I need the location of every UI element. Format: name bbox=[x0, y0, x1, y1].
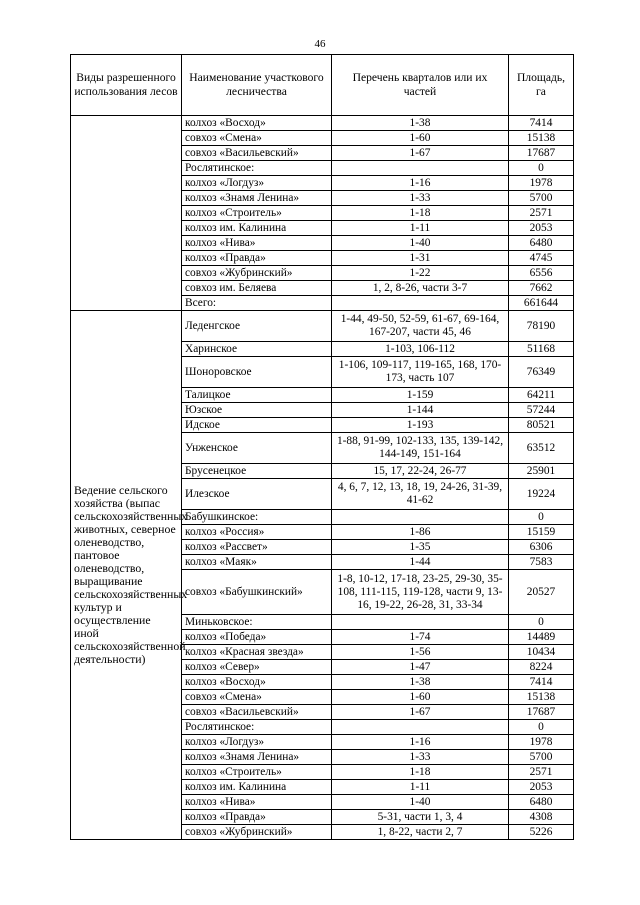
forestry-name: колхоз «Правда» bbox=[182, 810, 332, 825]
quarters-list: 1-16 bbox=[332, 176, 509, 191]
quarters-list: 1-159 bbox=[332, 388, 509, 403]
quarters-list: 1-18 bbox=[332, 206, 509, 221]
forestry-name: колхоз «Нива» bbox=[182, 795, 332, 810]
forestry-name: совхоз «Смена» bbox=[182, 690, 332, 705]
area-value: 661644 bbox=[509, 296, 574, 311]
forestry-name: Леденгское bbox=[182, 311, 332, 342]
area-value: 76349 bbox=[509, 357, 574, 388]
area-value: 6306 bbox=[509, 540, 574, 555]
forestry-name: Унженское bbox=[182, 433, 332, 464]
forestry-name: Шоноровское bbox=[182, 357, 332, 388]
forestry-name: колхоз «Восход» bbox=[182, 675, 332, 690]
forestry-name: Харинское bbox=[182, 342, 332, 357]
forestry-name: колхоз «Строитель» bbox=[182, 206, 332, 221]
quarters-list: 1-86 bbox=[332, 525, 509, 540]
forestry-name: совхоз «Жубринский» bbox=[182, 266, 332, 281]
forestry-name: Бабушкинское: bbox=[182, 510, 332, 525]
forestry-name: колхоз «Знамя Ленина» bbox=[182, 191, 332, 206]
area-value: 4745 bbox=[509, 251, 574, 266]
quarters-list: 1-88, 91-99, 102-133, 135, 139-142, 144-149, 151-164 bbox=[332, 433, 509, 464]
quarters-list: 1-47 bbox=[332, 660, 509, 675]
quarters-list: 1-16 bbox=[332, 735, 509, 750]
quarters-list: 1-44, 49-50, 52-59, 61-67, 69-164, 167-207, части 45, 46 bbox=[332, 311, 509, 342]
area-value: 1978 bbox=[509, 176, 574, 191]
quarters-list bbox=[332, 161, 509, 176]
area-value: 19224 bbox=[509, 479, 574, 510]
forestry-name: колхоз «Россия» bbox=[182, 525, 332, 540]
quarters-list: 1-60 bbox=[332, 131, 509, 146]
area-value: 15159 bbox=[509, 525, 574, 540]
area-value: 7583 bbox=[509, 555, 574, 570]
area-value: 6556 bbox=[509, 266, 574, 281]
area-value: 6480 bbox=[509, 795, 574, 810]
forestry-name: колхоз «Правда» bbox=[182, 251, 332, 266]
forestry-name: колхоз «Рассвет» bbox=[182, 540, 332, 555]
area-value: 7662 bbox=[509, 281, 574, 296]
area-value: 64211 bbox=[509, 388, 574, 403]
quarters-list: 1-56 bbox=[332, 645, 509, 660]
area-value: 7414 bbox=[509, 675, 574, 690]
forestry-name: совхоз «Жубринский» bbox=[182, 825, 332, 840]
area-value: 0 bbox=[509, 510, 574, 525]
forestry-name: колхоз «Маяк» bbox=[182, 555, 332, 570]
quarters-list bbox=[332, 510, 509, 525]
quarters-list: 1-40 bbox=[332, 236, 509, 251]
quarters-list: 1-38 bbox=[332, 116, 509, 131]
quarters-list: 1-22 bbox=[332, 266, 509, 281]
area-value: 0 bbox=[509, 615, 574, 630]
area-value: 5700 bbox=[509, 191, 574, 206]
quarters-list: 1-144 bbox=[332, 403, 509, 418]
area-value: 6480 bbox=[509, 236, 574, 251]
forestry-name: колхоз им. Калинина bbox=[182, 780, 332, 795]
area-value: 14489 bbox=[509, 630, 574, 645]
area-value: 17687 bbox=[509, 146, 574, 161]
forestry-name: Брусенецкое bbox=[182, 464, 332, 479]
header-forestry: Наименование участкового лесничества bbox=[182, 55, 332, 116]
forestry-name: совхоз «Смена» bbox=[182, 131, 332, 146]
table-row bbox=[71, 116, 574, 131]
area-value: 4308 bbox=[509, 810, 574, 825]
forestry-name: колхоз «Знамя Ленина» bbox=[182, 750, 332, 765]
page-number: 46 bbox=[314, 38, 326, 50]
quarters-list: 1-67 bbox=[332, 146, 509, 161]
quarters-list: 1-33 bbox=[332, 750, 509, 765]
table-row bbox=[71, 311, 574, 342]
forestry-name: совхоз «Васильевский» bbox=[182, 146, 332, 161]
quarters-list: 1-33 bbox=[332, 191, 509, 206]
forestry-name: колхоз «Нива» bbox=[182, 236, 332, 251]
section-agriculture bbox=[71, 311, 574, 840]
quarters-list bbox=[332, 615, 509, 630]
forestry-name: колхоз «Красная звезда» bbox=[182, 645, 332, 660]
quarters-list bbox=[332, 296, 509, 311]
quarters-list: 1-18 bbox=[332, 765, 509, 780]
area-value: 5700 bbox=[509, 750, 574, 765]
quarters-list: 1-193 bbox=[332, 418, 509, 433]
forestry-name: Рослятинское: bbox=[182, 720, 332, 735]
land-use-agriculture: Ведение сельского хозяйства (выпас сельскохозяйственных животных, северное оленеводство, пантовое оленеводство, выращивание сельскохозяйственных культур и осуществление иной сельскохозяйственной деятельности) bbox=[71, 311, 182, 840]
area-value: 2053 bbox=[509, 221, 574, 236]
forestry-name: Идское bbox=[182, 418, 332, 433]
quarters-list: 1-103, 106-112 bbox=[332, 342, 509, 357]
quarters-list: 15, 17, 22-24, 26-77 bbox=[332, 464, 509, 479]
quarters-list: 1, 2, 8-26, части 3-7 bbox=[332, 281, 509, 296]
header-area: Площадь, га bbox=[509, 55, 574, 116]
forest-use-table bbox=[70, 54, 574, 840]
forestry-name: совхоз «Бабушкинский» bbox=[182, 570, 332, 615]
quarters-list bbox=[332, 720, 509, 735]
header-quarters: Перечень кварталов или их частей bbox=[332, 55, 509, 116]
forestry-name: колхоз «Строитель» bbox=[182, 765, 332, 780]
forestry-name: совхоз им. Беляева bbox=[182, 281, 332, 296]
area-value: 57244 bbox=[509, 403, 574, 418]
area-value: 0 bbox=[509, 161, 574, 176]
quarters-list: 1-31 bbox=[332, 251, 509, 266]
header-use-type: Виды разрешенного использования лесов bbox=[71, 55, 182, 116]
forestry-name: колхоз «Север» bbox=[182, 660, 332, 675]
forestry-name: Юзское bbox=[182, 403, 332, 418]
quarters-list: 1-40 bbox=[332, 795, 509, 810]
forestry-name: Всего: bbox=[182, 296, 332, 311]
quarters-list: 1-106, 109-117, 119-165, 168, 170-173, часть 107 bbox=[332, 357, 509, 388]
area-value: 2571 bbox=[509, 765, 574, 780]
area-value: 7414 bbox=[509, 116, 574, 131]
quarters-list: 4, 6, 7, 12, 13, 18, 19, 24-26, 31-39, 41-62 bbox=[332, 479, 509, 510]
quarters-list: 1-67 bbox=[332, 705, 509, 720]
area-value: 63512 bbox=[509, 433, 574, 464]
area-value: 20527 bbox=[509, 570, 574, 615]
forestry-name: колхоз «Восход» bbox=[182, 116, 332, 131]
forestry-name: совхоз «Васильевский» bbox=[182, 705, 332, 720]
forestry-name: Рослятинское: bbox=[182, 161, 332, 176]
area-value: 2053 bbox=[509, 780, 574, 795]
area-value: 15138 bbox=[509, 131, 574, 146]
forestry-name: Талицкое bbox=[182, 388, 332, 403]
area-value: 25901 bbox=[509, 464, 574, 479]
forestry-name: Миньковское: bbox=[182, 615, 332, 630]
forestry-name: Илезское bbox=[182, 479, 332, 510]
section-continued bbox=[71, 116, 574, 311]
land-use-cell-empty bbox=[71, 116, 182, 311]
forestry-name: колхоз «Логдуз» bbox=[182, 735, 332, 750]
quarters-list: 1-38 bbox=[332, 675, 509, 690]
forestry-name: колхоз «Победа» bbox=[182, 630, 332, 645]
quarters-list: 1-35 bbox=[332, 540, 509, 555]
area-value: 17687 bbox=[509, 705, 574, 720]
area-value: 0 bbox=[509, 720, 574, 735]
area-value: 15138 bbox=[509, 690, 574, 705]
quarters-list: 1, 8-22, части 2, 7 bbox=[332, 825, 509, 840]
area-value: 51168 bbox=[509, 342, 574, 357]
area-value: 80521 bbox=[509, 418, 574, 433]
area-value: 78190 bbox=[509, 311, 574, 342]
table-header-row bbox=[71, 55, 574, 116]
area-value: 10434 bbox=[509, 645, 574, 660]
quarters-list: 1-44 bbox=[332, 555, 509, 570]
area-value: 5226 bbox=[509, 825, 574, 840]
area-value: 1978 bbox=[509, 735, 574, 750]
quarters-list: 1-60 bbox=[332, 690, 509, 705]
quarters-list: 1-74 bbox=[332, 630, 509, 645]
quarters-list: 1-8, 10-12, 17-18, 23-25, 29-30, 35-108, 111-115, 119-128, части 9, 13-16, 19-22, 26-28, 31, 33-34 bbox=[332, 570, 509, 615]
forestry-name: колхоз им. Калинина bbox=[182, 221, 332, 236]
area-value: 8224 bbox=[509, 660, 574, 675]
quarters-list: 5-31, части 1, 3, 4 bbox=[332, 810, 509, 825]
forestry-name: колхоз «Логдуз» bbox=[182, 176, 332, 191]
quarters-list: 1-11 bbox=[332, 221, 509, 236]
quarters-list: 1-11 bbox=[332, 780, 509, 795]
area-value: 2571 bbox=[509, 206, 574, 221]
